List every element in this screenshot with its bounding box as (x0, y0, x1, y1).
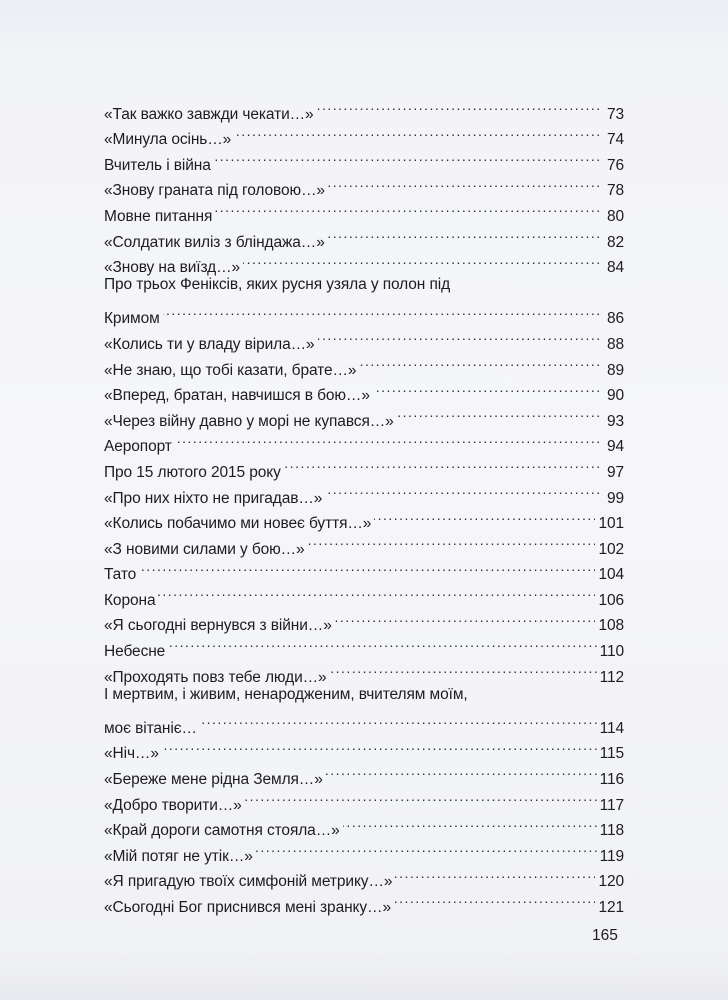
toc-entry-title: Аеропорт (104, 438, 172, 456)
toc-entry-title: «Колись ти у владу вірила…» (104, 335, 315, 353)
toc-entry-page: 117 (599, 796, 624, 814)
toc-leader-dots (394, 886, 595, 912)
toc-leader-dots (343, 810, 597, 836)
toc-entry (104, 323, 624, 353)
toc-leader-dots (374, 503, 595, 529)
toc-entry-page: 102 (598, 540, 624, 558)
toc-entry-title: Небесне (104, 643, 166, 661)
toc-entry-title: «Солдатик виліз з бліндажа…» (104, 233, 325, 251)
toc-leader-dots (335, 605, 596, 631)
toc-leader-dots (317, 93, 599, 119)
toc-entry (104, 707, 624, 737)
toc-leader-dots (373, 375, 599, 401)
toc-entry-page: 94 (606, 438, 624, 456)
toc-entry-title: «Знову граната під головою…» (104, 182, 325, 200)
toc-entry-page: 86 (606, 310, 624, 328)
toc-leader-dots (328, 221, 599, 247)
toc-entry-page: 84 (606, 259, 624, 277)
toc-leader-dots (318, 323, 599, 349)
toc-entry-page: 76 (606, 156, 624, 174)
toc-entry-title: «Береже мене рідна Земля…» (104, 771, 323, 789)
toc-entry-page: 88 (606, 335, 624, 353)
toc-leader-dots (175, 426, 599, 452)
toc-entry-page: 121 (598, 899, 624, 916)
toc-entry (104, 451, 624, 481)
toc-entry-page: 118 (599, 822, 624, 840)
table-of-contents (104, 93, 624, 916)
toc-entry-title: «Вперед, братан, навчишся в бою…» (104, 387, 370, 405)
toc-entry-page: 108 (598, 617, 624, 635)
toc-entry-title: «Про них ніхто не пригадав…» (104, 489, 323, 507)
toc-entry-page: 114 (599, 719, 624, 737)
toc-entry-first-line (104, 682, 624, 708)
toc-entry (104, 630, 624, 661)
toc-entry-page: 120 (598, 873, 624, 891)
toc-entry-page: 89 (606, 361, 624, 379)
toc-entry-page: 80 (606, 207, 624, 225)
toc-entry-title: «Через війну давно у морі не купався…» (104, 412, 394, 430)
toc-leader-dots (200, 707, 597, 733)
toc-entry-title: «Знову на виїзд…» (104, 259, 241, 277)
toc-leader-dots (397, 400, 599, 426)
toc-leader-dots (214, 144, 599, 170)
toc-entry-page: 116 (599, 771, 624, 789)
toc-entry-title: Вчитель і війна (104, 156, 211, 174)
toc-entry-title: «Я пригадую твоїх симфоній метрику…» (104, 873, 393, 891)
toc-entry (104, 733, 624, 763)
toc-entry (104, 605, 624, 635)
toc-entry-title: «Колись побачимо ми новеє буття…» (104, 515, 372, 533)
toc-entry-page: 90 (606, 387, 624, 405)
toc-entry-title: «Не знаю, що тобі казати, брате…» (104, 361, 357, 379)
toc-entry-page: 106 (598, 591, 624, 609)
toc-entry-page: 119 (599, 847, 624, 865)
toc-leader-dots (326, 758, 597, 784)
toc-entry-page: 73 (606, 105, 624, 123)
toc-entry-title: Мовне питання (104, 207, 213, 225)
toc-leader-dots (359, 349, 599, 375)
toc-entry-page: 82 (606, 233, 624, 251)
toc-entry-title: моє вітаніє… (104, 719, 197, 737)
toc-entry-title: Кримом (104, 310, 160, 328)
toc-entry-title: «Минула осінь…» (104, 131, 232, 149)
toc-entry-title: «Так важко завжди чекати…» (104, 105, 314, 123)
toc-entry-title: Тато (104, 566, 137, 584)
toc-leader-dots (395, 861, 595, 887)
toc-entry-title-line1: І мертвим, і живим, ненародженим, вчителям моїм, (104, 685, 468, 703)
toc-leader-dots (330, 656, 597, 682)
toc-leader-dots (158, 579, 595, 605)
toc-leader-dots (325, 477, 599, 503)
toc-entry-title: «Мій потяг не утік…» (104, 847, 253, 865)
toc-leader-dots (256, 835, 597, 861)
toc-leader-dots (168, 630, 596, 656)
toc-entry-page: 74 (606, 131, 624, 149)
toc-leader-dots (284, 451, 599, 477)
toc-leader-dots (139, 554, 595, 580)
toc-entry-title: «Я сьогодні вернувся з війни…» (104, 617, 332, 635)
toc-entry-page: 101 (598, 515, 624, 533)
toc-entry-title: «Край дороги самотня стояла…» (104, 822, 340, 840)
toc-entry-page: 115 (599, 745, 624, 763)
toc-entry-page: 93 (606, 412, 624, 430)
toc-entry (104, 554, 624, 584)
toc-entry-title: «Проходять повз тебе люди…» (104, 668, 327, 686)
toc-leader-dots (308, 528, 596, 554)
toc-entry-title: «Добро творити…» (104, 796, 242, 814)
toc-entry-title: Про 15 лютого 2015 року (104, 463, 281, 481)
toc-entry-first-line (104, 272, 624, 298)
page-number: 165 (592, 927, 618, 944)
toc-leader-dots (328, 170, 599, 196)
toc-leader-dots (215, 195, 599, 221)
toc-entry-title: «Сьогодні Бог приснився мені зранку…» (104, 899, 391, 916)
toc-entry-title-line1: Про трьох Феніксів, яких русня узяла у полон під (104, 276, 451, 294)
toc-entry-page: 99 (606, 489, 624, 507)
toc-leader-dots (163, 298, 599, 324)
toc-entry-page: 104 (598, 566, 624, 584)
toc-entry-title: «З новими силами у бою…» (104, 540, 305, 558)
toc-entry-title: Корона (104, 591, 156, 609)
toc-leader-dots (162, 733, 597, 759)
toc-entry-page: 78 (606, 182, 624, 200)
toc-entry (104, 758, 624, 789)
toc-entry-page: 110 (599, 643, 624, 661)
toc-entry (104, 93, 624, 123)
toc-leader-dots (245, 784, 597, 810)
toc-entry-title: «Ніч…» (104, 745, 159, 763)
toc-entry (104, 656, 624, 686)
toc-entry-page: 97 (606, 463, 624, 481)
toc-entry-page: 112 (599, 668, 624, 686)
toc-entry (104, 579, 624, 609)
toc-entry (104, 426, 624, 456)
toc-entry (104, 298, 624, 328)
toc-leader-dots (234, 119, 599, 145)
toc-leader-dots (243, 247, 599, 273)
